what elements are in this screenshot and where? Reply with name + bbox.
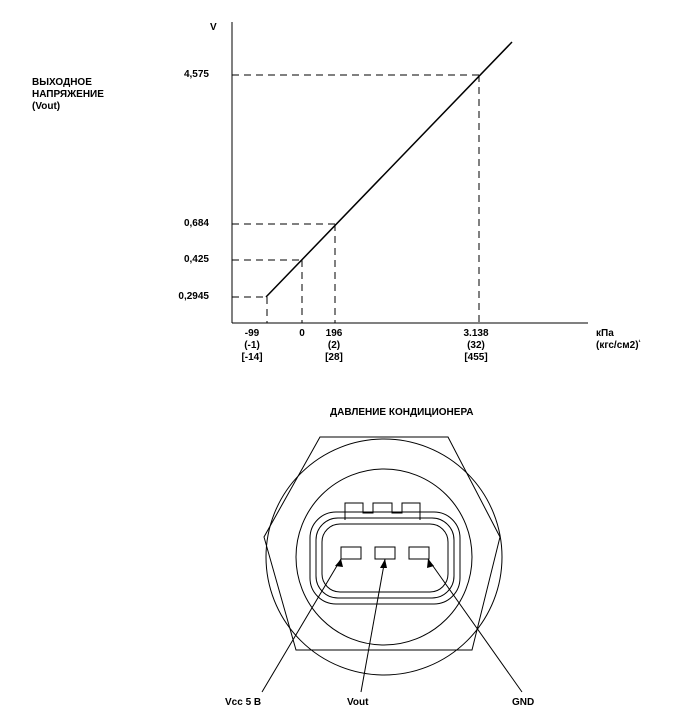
terminal-vout [375,547,395,559]
x-tick-label-group [456,328,496,364]
arrowhead-vcc [335,559,343,567]
x-axis-unit-superscript: ¹ [638,340,641,346]
y-axis-title-line: НАПРЯЖЕНИЕ [32,89,104,100]
x-tick-label: 0 [299,328,305,339]
arrowhead-vout [380,559,387,568]
terminal-vcc [341,547,361,559]
sensor-outer-rim [266,439,502,675]
x-tick-label-group [232,328,272,364]
terminal-gnd [409,547,429,559]
y-tick-label: 0,425 [183,254,209,265]
y-tick-label: 4,575 [183,69,209,80]
y-tick-label: 0,2945 [178,291,209,302]
y-axis-symbol: V [210,22,217,33]
x-tick-label: [-14] [241,352,263,363]
leader-gnd [428,559,522,692]
x-tick-label-group [314,328,354,364]
x-tick-label: [28] [325,352,343,363]
y-axis-title-line: (Vout) [32,101,61,112]
y-axis-title-line: ВЫХОДНОЕ [32,77,92,88]
x-tick-label: 3.138 [463,328,489,339]
x-tick-label: -99 [244,328,260,339]
leader-vout [361,559,385,692]
pin-label-vout: Vout [347,697,369,708]
x-axis-unit-line-2 [596,340,641,352]
x-axis-unit-line: (кгс/см2) [596,340,639,351]
x-tick-label: (2) [327,340,341,351]
x-tick-label: (32) [467,340,485,351]
sensor-connector-drawing [262,437,522,692]
pin-label-vcc: Vcc 5 В [225,697,262,708]
x-axis-unit [596,328,641,352]
pin-label-gnd: GND [512,697,535,708]
x-tick-label: [455] [464,352,488,363]
y-axis-title [32,77,104,113]
y-tick-label: 0,684 [183,218,209,229]
x-tick-label: 196 [325,328,343,339]
x-axis-unit-line: кПа [596,328,614,339]
characteristic-line [266,42,512,297]
connector-housing-middle [316,518,454,598]
connector-caption: ДАВЛЕНИЕ КОНДИЦИОНЕРА [330,407,474,418]
x-tick-label: (-1) [244,340,260,351]
